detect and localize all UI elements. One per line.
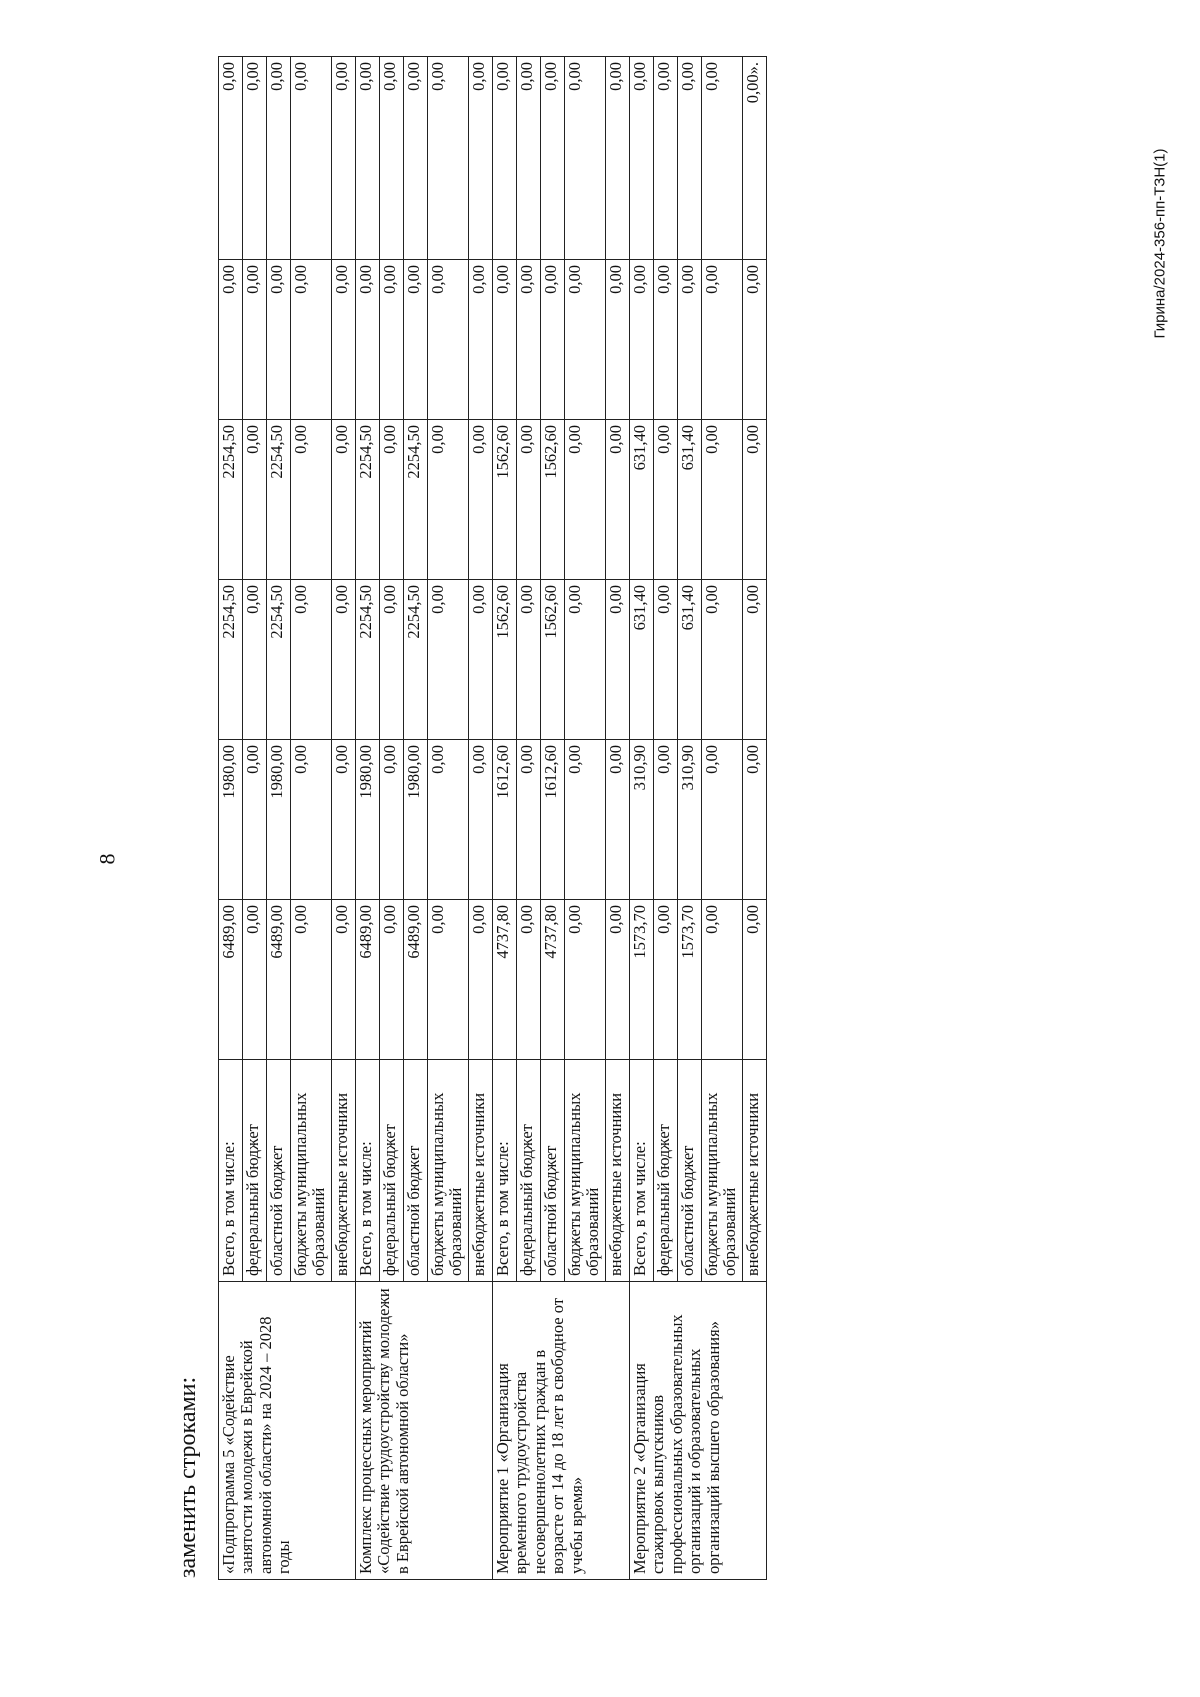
table-row	[493, 57, 517, 1580]
amount-cell: 0,00	[702, 580, 743, 740]
amount-cell: 6489,00	[219, 900, 243, 1060]
amount-cell: 0,00	[469, 260, 493, 420]
amount-cell: 0,00	[565, 740, 606, 900]
amount-cell: 0,00	[380, 57, 404, 260]
amount-cell: 0,00	[291, 740, 332, 900]
amount-cell: 0,00	[428, 740, 469, 900]
amount-cell: 0,00	[404, 57, 428, 260]
amount-cell: 0,00	[291, 57, 332, 260]
amount-cell: 0,00».	[743, 57, 767, 260]
amount-cell: 6489,00	[404, 900, 428, 1060]
table-row	[219, 57, 243, 1580]
amount-cell: 6489,00	[267, 900, 291, 1060]
funding-source-cell: внебюджетные источники	[332, 1060, 356, 1282]
amount-cell: 0,00	[606, 900, 630, 1060]
amount-cell: 0,00	[469, 900, 493, 1060]
amount-cell: 1562,60	[493, 420, 517, 580]
rotated-content	[175, 40, 845, 1600]
amount-cell: 0,00	[630, 57, 654, 260]
replacement-heading: заменить строками:	[175, 1376, 201, 1578]
amount-cell: 0,00	[267, 260, 291, 420]
amount-cell: 1980,00	[219, 740, 243, 900]
amount-cell: 0,00	[267, 57, 291, 260]
amount-cell: 0,00	[469, 57, 493, 260]
amount-cell: 0,00	[654, 900, 678, 1060]
amount-cell: 0,00	[356, 260, 380, 420]
program-name-cell: Мероприятие 2 «Организация стажировок выпускников профессиональных образовательных организаций и образовательных организаций высшего образования»	[630, 1282, 767, 1580]
amount-cell: 1980,00	[356, 740, 380, 900]
amount-cell: 0,00	[678, 260, 702, 420]
amount-cell: 0,00	[702, 420, 743, 580]
page-number: 8	[94, 853, 120, 865]
amount-cell: 0,00	[332, 57, 356, 260]
amount-cell: 0,00	[291, 260, 332, 420]
amount-cell: 0,00	[517, 420, 541, 580]
funding-source-cell: Всего, в том числе:	[630, 1060, 654, 1282]
amount-cell: 1980,00	[267, 740, 291, 900]
amount-cell: 0,00	[243, 420, 267, 580]
program-name-cell: Комплекс процессных мероприятий «Содействие трудоустройству молодежи в Еврейской автономной области»	[356, 1282, 493, 1580]
funding-source-cell: внебюджетные источники	[606, 1060, 630, 1282]
amount-cell: 0,00	[517, 57, 541, 260]
amount-cell: 0,00	[243, 580, 267, 740]
amount-cell: 0,00	[654, 420, 678, 580]
amount-cell: 0,00	[606, 260, 630, 420]
amount-cell: 0,00	[541, 57, 565, 260]
amount-cell: 0,00	[743, 580, 767, 740]
amount-cell: 0,00	[380, 260, 404, 420]
amount-cell: 0,00	[428, 420, 469, 580]
amount-cell: 0,00	[517, 580, 541, 740]
amount-cell: 2254,50	[356, 580, 380, 740]
amount-cell: 0,00	[565, 900, 606, 1060]
amount-cell: 2254,50	[356, 420, 380, 580]
amount-cell: 310,90	[630, 740, 654, 900]
amount-cell: 0,00	[678, 57, 702, 260]
funding-source-cell: областной бюджет	[267, 1060, 291, 1282]
amount-cell: 0,00	[380, 580, 404, 740]
amount-cell: 0,00	[702, 260, 743, 420]
amount-cell: 0,00	[743, 900, 767, 1060]
amount-cell: 0,00	[517, 260, 541, 420]
amount-cell: 631,40	[630, 580, 654, 740]
amount-cell: 6489,00	[356, 900, 380, 1060]
funding-table	[218, 56, 767, 1580]
amount-cell: 0,00	[428, 900, 469, 1060]
amount-cell: 0,00	[541, 260, 565, 420]
amount-cell: 0,00	[291, 580, 332, 740]
program-name-cell: «Подпрограмма 5 «Содействие занятости молодежи в Еврейской автономной области» на 2024 – 2028 годы	[219, 1282, 356, 1580]
amount-cell: 0,00	[380, 740, 404, 900]
funding-table-body	[219, 57, 767, 1580]
table-row	[356, 57, 380, 1580]
amount-cell: 0,00	[702, 900, 743, 1060]
amount-cell: 0,00	[702, 740, 743, 900]
amount-cell: 0,00	[606, 740, 630, 900]
amount-cell: 0,00	[743, 260, 767, 420]
amount-cell: 0,00	[743, 420, 767, 580]
amount-cell: 631,40	[630, 420, 654, 580]
amount-cell: 0,00	[606, 57, 630, 260]
amount-cell: 4737,80	[493, 900, 517, 1060]
program-name-cell: Мероприятие 1 «Организация временного трудоустройства несовершеннолетних граждан в возрасте от 14 до 18 лет в свободное от учебы время»	[493, 1282, 630, 1580]
amount-cell: 2254,50	[219, 420, 243, 580]
amount-cell: 1562,60	[541, 420, 565, 580]
funding-source-cell: федеральный бюджет	[517, 1060, 541, 1282]
amount-cell: 4737,80	[541, 900, 565, 1060]
funding-source-cell: бюджеты муниципальных образований	[291, 1060, 332, 1282]
funding-source-cell: областной бюджет	[678, 1060, 702, 1282]
amount-cell: 0,00	[630, 260, 654, 420]
amount-cell: 2254,50	[267, 420, 291, 580]
amount-cell: 0,00	[332, 420, 356, 580]
amount-cell: 0,00	[654, 260, 678, 420]
amount-cell: 631,40	[678, 420, 702, 580]
amount-cell: 2254,50	[267, 580, 291, 740]
amount-cell: 0,00	[332, 260, 356, 420]
amount-cell: 0,00	[332, 740, 356, 900]
amount-cell: 0,00	[291, 420, 332, 580]
amount-cell: 0,00	[243, 740, 267, 900]
amount-cell: 0,00	[469, 740, 493, 900]
amount-cell: 0,00	[404, 260, 428, 420]
amount-cell: 631,40	[678, 580, 702, 740]
amount-cell: 0,00	[743, 740, 767, 900]
document-code: Гирина/2024-356-пп-ТЗН(1)	[1151, 148, 1169, 339]
funding-source-cell: бюджеты муниципальных образований	[702, 1060, 743, 1282]
funding-source-cell: Всего, в том числе:	[219, 1060, 243, 1282]
funding-source-cell: внебюджетные источники	[743, 1060, 767, 1282]
amount-cell: 0,00	[243, 57, 267, 260]
amount-cell: 2254,50	[404, 580, 428, 740]
amount-cell: 0,00	[565, 260, 606, 420]
amount-cell: 0,00	[565, 420, 606, 580]
amount-cell: 0,00	[517, 740, 541, 900]
amount-cell: 0,00	[565, 57, 606, 260]
amount-cell: 0,00	[428, 260, 469, 420]
amount-cell: 1573,70	[630, 900, 654, 1060]
amount-cell: 0,00	[380, 420, 404, 580]
amount-cell: 0,00	[565, 580, 606, 740]
amount-cell: 0,00	[332, 900, 356, 1060]
table-row	[630, 57, 654, 1580]
amount-cell: 0,00	[219, 57, 243, 260]
amount-cell: 1980,00	[404, 740, 428, 900]
amount-cell: 0,00	[702, 57, 743, 260]
amount-cell: 1562,60	[541, 580, 565, 740]
amount-cell: 0,00	[291, 900, 332, 1060]
amount-cell: 0,00	[606, 420, 630, 580]
amount-cell: 0,00	[428, 580, 469, 740]
amount-cell: 0,00	[493, 57, 517, 260]
funding-source-cell: внебюджетные источники	[469, 1060, 493, 1282]
amount-cell: 0,00	[356, 57, 380, 260]
funding-source-cell: Всего, в том числе:	[356, 1060, 380, 1282]
funding-source-cell: федеральный бюджет	[654, 1060, 678, 1282]
amount-cell: 2254,50	[404, 420, 428, 580]
amount-cell: 1612,60	[541, 740, 565, 900]
amount-cell: 1573,70	[678, 900, 702, 1060]
amount-cell: 310,90	[678, 740, 702, 900]
amount-cell: 0,00	[493, 260, 517, 420]
amount-cell: 0,00	[428, 57, 469, 260]
amount-cell: 0,00	[243, 260, 267, 420]
amount-cell: 2254,50	[219, 580, 243, 740]
amount-cell: 0,00	[654, 57, 678, 260]
amount-cell: 1562,60	[493, 580, 517, 740]
funding-source-cell: областной бюджет	[541, 1060, 565, 1282]
funding-source-cell: бюджеты муниципальных образований	[428, 1060, 469, 1282]
funding-source-cell: бюджеты муниципальных образований	[565, 1060, 606, 1282]
amount-cell: 0,00	[332, 580, 356, 740]
amount-cell: 0,00	[219, 260, 243, 420]
funding-source-cell: федеральный бюджет	[243, 1060, 267, 1282]
amount-cell: 0,00	[654, 740, 678, 900]
amount-cell: 1612,60	[493, 740, 517, 900]
funding-source-cell: областной бюджет	[404, 1060, 428, 1282]
amount-cell: 0,00	[606, 580, 630, 740]
amount-cell: 0,00	[243, 900, 267, 1060]
amount-cell: 0,00	[654, 580, 678, 740]
amount-cell: 0,00	[517, 900, 541, 1060]
funding-source-cell: Всего, в том числе:	[493, 1060, 517, 1282]
amount-cell: 0,00	[469, 580, 493, 740]
funding-source-cell: федеральный бюджет	[380, 1060, 404, 1282]
amount-cell: 0,00	[469, 420, 493, 580]
amount-cell: 0,00	[380, 900, 404, 1060]
